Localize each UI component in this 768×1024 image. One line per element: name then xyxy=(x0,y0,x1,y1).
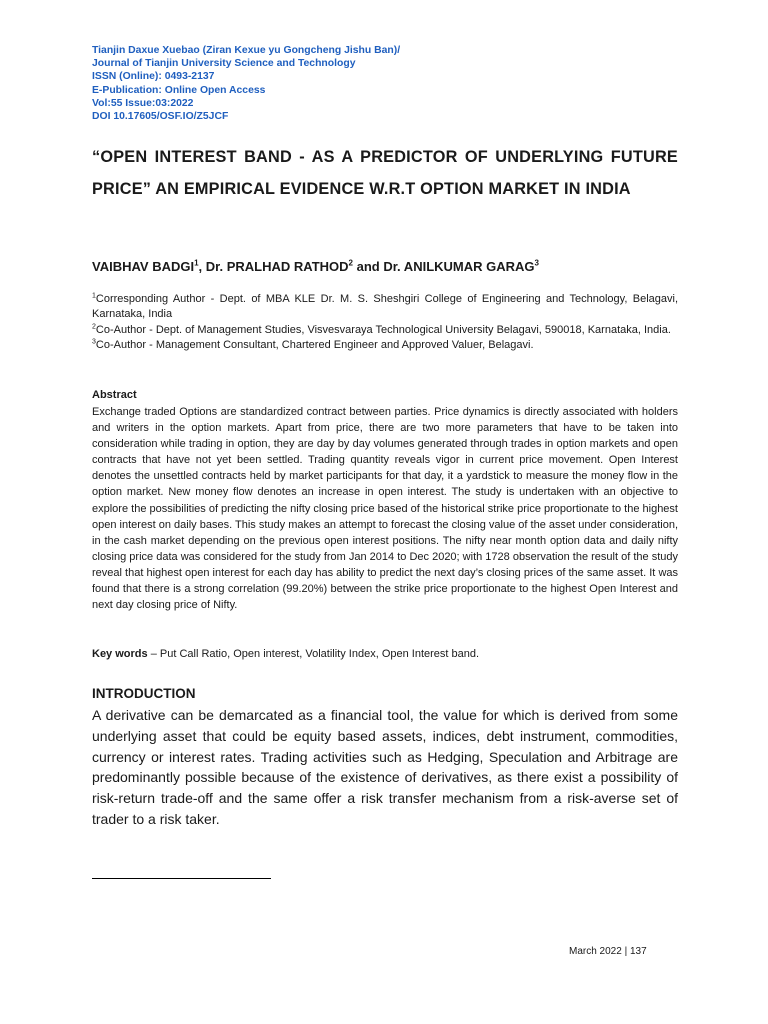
affiliation-text: Co-Author - Dept. of Management Studies, Visvesvaraya Technological University Belagavi, 590018, Karnataka, India. xyxy=(95,323,671,336)
doi: DOI 10.17605/OSF.IO/Z5JCF xyxy=(92,111,229,123)
affiliations xyxy=(92,292,678,354)
affiliation xyxy=(92,323,678,338)
issn: ISSN (Online): 0493-2137 xyxy=(92,71,215,83)
author-superscript: 2 xyxy=(348,258,353,268)
affiliation-text: Corresponding Author - Dept. of MBA KLE Dr. M. S. Sheshgiri College of Engineering and Technology, Belagavi, Karnataka, India xyxy=(92,293,678,321)
affiliation-superscript: 1 xyxy=(92,292,96,300)
journal-english-name: Journal of Tianjin University Science and Technology xyxy=(92,58,356,70)
author-name: Dr. PRALHAD RATHOD xyxy=(205,259,349,274)
affiliation-text: Co-Author - Management Consultant, Chartered Engineer and Approved Valuer, Belagavi. xyxy=(95,339,534,352)
author-name: VAIBHAV BADGI xyxy=(92,259,195,274)
footnote-divider xyxy=(92,878,271,879)
author-list xyxy=(92,258,682,276)
affiliation-superscript: 3 xyxy=(92,338,96,346)
paper-title: “OPEN INTEREST BAND - AS A PREDICTOR OF UNDERLYING FUTURE PRICE” AN EMPIRICAL EVIDENCE W.R.T OPTION MARKET IN INDIA xyxy=(92,148,678,198)
author-separator: and xyxy=(352,259,384,274)
introduction-body: A derivative can be demarcated as a financial tool, the value for which is derived from some underlying asset that could be equity based assets, indices, debt instrument, commodities, currency or interest rates. Trading activities such as Hedging, Speculation and Arbitrage are predominantly possible because of the existence of derivatives, as there exist a possibility of risk-return trade-off and the same offer a risk transfer mechanism from a risk-averse set of trader to a risk taker. xyxy=(92,707,678,827)
affiliation-superscript: 2 xyxy=(92,323,96,331)
keywords-label: Key words xyxy=(92,648,148,660)
author-name: Dr. ANILKUMAR GARAG xyxy=(383,259,535,274)
journal-name-line: Tianjin Daxue Xuebao (Ziran Kexue yu Gongcheng Jishu Ban)/ xyxy=(92,45,401,56)
author-superscript: 3 xyxy=(534,258,539,268)
affiliation xyxy=(92,338,678,353)
volume-issue: Vol:55 Issue:03:2022 xyxy=(92,97,194,109)
keywords-text: – Put Call Ratio, Open interest, Volatility Index, Open Interest band. xyxy=(147,648,480,660)
abstract-heading: Abstract xyxy=(92,389,137,401)
author-superscript: 1 xyxy=(194,258,199,268)
introduction-heading: INTRODUCTION xyxy=(92,686,196,701)
author-separator: , xyxy=(198,259,206,274)
keywords-line xyxy=(92,646,678,662)
journal-header xyxy=(92,44,692,123)
publication-type: E-Publication: Online Open Access xyxy=(92,84,266,96)
abstract-body: Exchange traded Options are standardized contract between parties. Price dynamics is directly associated with holders and writers in the option markets. Apart from price, there are two more parameters that have to be taken into consideration while trading in option, they are day by day volumes generated through trades in option markets and open contracts that have not yet been settled. Trading quantity reveals vigor in current price movement. Open Interest denotes the unsettled contracts held by market participants for that day, it a yardstick to measure the money flow in the option market. New money flow denotes an increase in open interest. The study is undertaken with an objective to explore the possibilities of predicting the nifty closing price based of the historical strike price proportionate to the highest open interest on daily bases. This study makes an attempt to forecast the closing value of the asset under consideration, in the cash market depending on the previous open interest positions. The nifty near month option data and daily nifty closing price data was considered for the study from Jan 2014 to Dec 2020; with 1728 observation the result of the study reveal that highest open interest for each day has ability to predict the next day’s closing prices of the same asset. It was found that there is a strong correlation (99.20%) between the strike price proportionate to the highest Open Interest and next day closing price of Nifty. xyxy=(92,406,678,612)
affiliation xyxy=(92,292,678,323)
page-footer: March 2022 | 137 xyxy=(569,946,647,957)
